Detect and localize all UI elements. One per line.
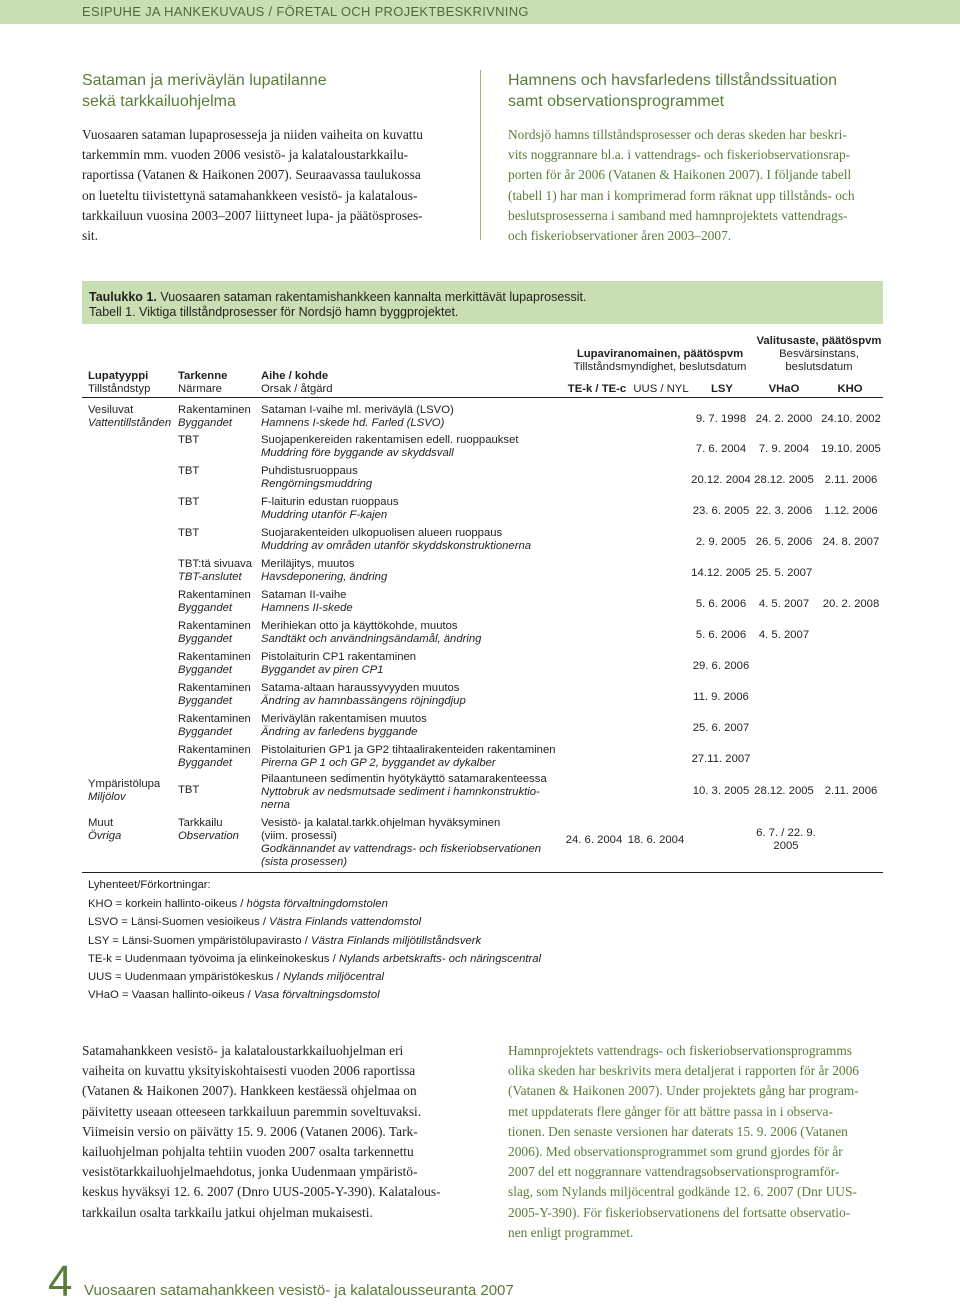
cell-subject-sv: Muddring utanför F-kajen [261,509,388,521]
right-heading [508,70,837,112]
cell-lsy: 2. 9. 2005 [695,536,747,548]
abbrev-fi: TE-k = Uudenmaan työvoima ja elinkeinokeskus / [88,953,339,965]
cell-target-sv: Byggandet [178,602,233,614]
cell-kho: 20. 2. 2008 [822,598,880,610]
cell-subject-sv: Byggandet av piren CP1 [261,664,384,676]
cell-lsy: 23. 6. 2005 [692,505,750,517]
body-line: vesistötarkkailuohjelmaehdotus, jonka Uudenmaan ympäristö- [82,1164,418,1180]
cell-subject-fi: Pistolaiturien GP1 ja GP2 tihtaalirakenteiden rakentaminen [261,744,556,756]
cell-vhao: 28.12. 2005 [754,785,814,797]
cell-target-fi: Rakentaminen [178,589,251,601]
col-header-appeal: Valitusaste, päätöspvm [756,335,882,347]
cell-lsy: 14.12. 2005 [691,567,751,579]
cell-subject-sv: Rengörningsmuddring [261,478,373,490]
cell-target-fi: TBT [178,434,200,446]
body-line: Vuosaaren sataman lupaprosesseja ja niiden vaiheita on kuvattu [82,127,423,142]
bottom-right-body [508,1041,883,1243]
cell-lsy: 29. 6. 2006 [692,660,750,672]
cell-target-sv: Byggandet [178,726,233,738]
body-line: sit. [82,228,98,244]
page-header [0,0,960,24]
cell-target-fi: Tarkkailu [178,817,223,829]
col-header-tek: TE-k / TE-c [567,383,627,395]
cell-vhao: 4. 5. 2007 [758,598,810,610]
abbrev-sv: Västra Finlands miljötillståndsverk [311,935,482,947]
body-line: on lueteltu tiivistettynä satamahankkeen vesistö- ja kalatalous- [82,187,418,203]
column-divider [480,70,481,240]
cell-target-sv: Byggandet [178,757,233,769]
cell-vhao: 28.12. 2005 [754,474,814,486]
abbrev-sv: högsta förvaltningdomstolen [246,898,388,910]
body-line: 2005-Y-390). För fiskeriobservationens del fortsatte observatio- [508,1204,851,1220]
left-heading-line: sekä tarkkailuohjelma [82,93,236,110]
body-line: (tabell 1) har man i komprimerad form räknat upp tillstånds- och [508,187,855,203]
cell-lsy: 10. 3. 2005 [692,785,750,797]
abbrev-fi: LSY = Länsi-Suomen ympäristölupavirasto / [88,935,312,947]
abbrev-item [88,989,380,1002]
cell-tek: 24. 6. 2004 [565,834,623,846]
cell-target-fi: Rakentaminen [178,404,251,416]
abbrev-title: Lyhenteet/Förkortningar: [88,879,211,891]
cell-subject-sv: Hamnens II-skede [261,602,353,614]
cell-lsy: 27.11. 2007 [691,753,751,765]
cell-lsy: 9. 7. 1998 [695,413,747,425]
abbrev-item [88,916,421,929]
cell-subject-fi: Merihiekan otto ja käyttökohde, muutos [261,620,458,632]
body-line: tionen. Den senaste versionen har daterats 15. 9. 2006 (Vatanen [508,1123,848,1139]
cell-vhao: 4. 5. 2007 [758,629,810,641]
cell-kho: 1.12. 2006 [824,505,878,517]
cell-type-fi: Muut [88,817,114,829]
right-heading-line: Hamnens och havsfarledens tillståndssituation [508,72,838,89]
cell-subject-fi: Satama-altaan haraussyvyyden muutos [261,682,460,694]
table-header-rule [82,397,883,398]
cell-type-fi: Vesiluvat [88,404,134,416]
cell-type-fi: Ympäristölupa [88,778,161,790]
cell-vhao: 6. 7. / 22. 9. [756,827,816,839]
body-line: (Vatanen & Haikonen 2007). Under projektets gång har program- [508,1083,859,1099]
cell-target-sv: Byggandet [178,417,233,429]
col-header-permit: Lupaviranomainen, päätöspvm [576,348,744,360]
cell-lsy: 11. 9. 2006 [693,691,749,703]
body-line: päivitetty useaan otteeseen tarkkailuun paremmin soveltuvaksi. [82,1103,422,1119]
cell-subject-fi: Sataman II-vaihe [261,589,347,601]
abbrev-item [88,898,388,911]
caption-fi-text: Vuosaaren sataman rakentamishankkeen kannalta merkittävät lupaprosessit. [160,290,587,304]
col-header-subject: Aihe / kohde [261,370,329,382]
table-bottom-rule [82,872,883,873]
abbrev-item [88,953,541,966]
bottom-left-body [82,1041,457,1223]
abbrev-fi: KHO = korkein hallinto-oikeus / [88,898,247,910]
body-line: keskus hyväksyi 12. 6. 2007 (Dnro UUS-2005-Y-390). Kalatalous- [82,1184,441,1200]
cell-subject-fi: Suojapenkereiden rakentamisen edell. ruoppaukset [261,434,519,446]
cell-kho: 24.10. 2002 [821,413,881,425]
cell-subject-fi2: (viim. prosessi) [261,830,337,842]
body-line: tarkemmin mm. vuoden 2006 vesistö- ja kalataloustarkkailu- [82,147,409,163]
body-line: vits noggrannare bl.a. i vattendrags- och fiskeriobservationsrap- [508,147,851,163]
col-header-permit-sv: Tillståndsmyndighet, beslutsdatum [573,361,747,373]
col-header-lsy: LSY [711,383,733,395]
cell-subject-sv: Sandtäkt och användningsändamål, ändring [261,633,482,645]
body-line: nen enligt programmet. [508,1224,634,1240]
cell-subject-fi: Pilaantuneen sedimentin hyötykäyttö satamarakenteessa [261,773,547,785]
footer-title: Vuosaaren satamahankkeen vesistö- ja kalatalousseuranta 2007 [84,1282,514,1299]
header-title: ESIPUHE JA HANKEKUVAUS / FÖRETAL OCH PROJEKTBESKRIVNING [82,4,529,19]
cell-subject-fi: Meriväylän rakentamisen muutos [261,713,427,725]
cell-target-fi: TBT [178,465,200,477]
col-header-vhao: VHaO [768,383,800,395]
cell-subject-sv: Nyttobruk av nedsmutsade sediment i hamnkonstruktio- [261,786,540,798]
cell-lsy: 25. 6. 2007 [692,722,750,734]
body-line: 2007 del ett noggrannare vattendragsobservationsprogramför- [508,1164,840,1180]
body-line: (Vatanen & Haikonen 2007). Hankkeen kestäessä ohjelmaa on [82,1083,417,1099]
body-line: porten för år 2006 (Vatanen & Haikonen 2007). I följande tabell [508,167,852,183]
cell-lsy: 20.12. 2004 [691,474,751,486]
abbrev-fi: VHaO = Vaasan hallinto-oikeus / [88,989,254,1001]
cell-type-sv: Miljölov [88,791,126,803]
caption-fi [89,290,587,304]
right-body [508,125,884,246]
body-line: Viimeisin versio on päivätty 15. 9. 2006 (Vatanen 2006). Tark- [82,1123,418,1139]
col-header-appeal-sv: Besvärsinstans, [779,348,859,360]
cell-kho: 24. 8. 2007 [822,536,880,548]
caption-sv: Tabell 1. Viktiga tillståndprosesser för Nordsjö hamn byggprojektet. [89,305,459,319]
body-line: olika skeden har beskrivits mera detaljerat i rapporten för år 2006 [508,1063,860,1079]
col-header-type: Lupatyyppi [88,370,149,382]
cell-subject-fi: Meriläjitys, muutos [261,558,355,570]
abbrev-sv: Västra Finlands vattendomstol [269,916,422,928]
body-line: vaiheita on kuvattu yksityiskohtaisesti vuoden 2006 raportissa [82,1063,416,1079]
cell-kho: 2.11. 2006 [824,785,878,797]
cell-lsy: 7. 6. 2004 [695,443,747,455]
abbrev-sv: Nylands arbetskrafts- och näringscentral [338,953,542,965]
cell-subject-fi: Puhdistusruoppaus [261,465,358,477]
cell-target-fi: TBT [178,527,200,539]
cell-kho: 19.10. 2005 [821,443,881,455]
cell-subject-fi: F-laiturin edustan ruoppaus [261,496,399,508]
cell-target-fi: TBT:tä sivuava [178,558,253,570]
cell-subject-sv: Ändring av hamnbassängens röjningdjup [261,695,466,707]
cell-subject-fi: Sataman I-vaihe ml. meriväylä (LSVO) [261,404,454,416]
cell-target-fi: Rakentaminen [178,620,251,632]
cell-vhao2: 2005 [773,840,799,852]
cell-target-fi: TBT [178,496,200,508]
body-line: kailuohjelman pohjalta tehtiin vuoden 2007 osalta tarkennettu [82,1144,414,1160]
body-line: tarkkailuun vuosina 2003–2007 liittyneet lupa- ja päätösproses- [82,207,423,223]
cell-uus: 18. 6. 2004 [627,834,685,846]
col-header-target: Tarkenne [178,370,228,382]
col-header-kho: KHO [837,383,863,395]
body-line: met uppdaterats flere gånger för att bättre passa in i observa- [508,1103,833,1119]
left-heading [82,70,327,112]
caption-label: Taulukko 1. [89,290,157,304]
cell-target-fi: Rakentaminen [178,682,251,694]
left-body [82,125,460,246]
cell-vhao: 7. 9. 2004 [758,443,810,455]
cell-target-fi: Rakentaminen [178,651,251,663]
col-header-type-sv: Tillståndstyp [88,383,151,395]
right-heading-line: samt observationsprogrammet [508,93,725,110]
cell-vhao: 25. 5. 2007 [755,567,813,579]
body-line: beslutsprosesserna i samband med hamnprojektets vattendrags- [508,207,848,223]
cell-target-fi: Rakentaminen [178,744,251,756]
cell-target-sv: Byggandet [178,695,233,707]
body-line: tarkkailun osalta tarkkailu jatkui ohjelman mukaisesti. [82,1204,373,1220]
cell-subject-sv: Muddring före byggande av skyddsvall [261,447,454,459]
cell-subject-fi: Vesistö- ja kalatal.tarkk.ohjelman hyväksyminen [261,817,501,829]
abbrev-fi: UUS = Uudenmaan ympäristökeskus / [88,971,283,983]
cell-kho: 2.11. 2006 [824,474,878,486]
abbrev-sv: Vasa förvaltningsdomstol [253,989,380,1001]
cell-vhao: 22. 3. 2006 [755,505,813,517]
cell-type-sv: Övriga [88,830,122,842]
abbrev-fi: LSVO = Länsi-Suomen vesioikeus / [88,916,270,928]
body-line: raportissa (Vatanen & Haikonen 2007). Seuraavassa taulukossa [82,167,421,183]
cell-subject-fi: Pistolaiturin CP1 rakentaminen [261,651,417,663]
cell-subject-sv: Godkännandet av vattendrags- och fiskeriobservationen [261,843,542,855]
abbrev-item [88,971,384,984]
cell-target-sv: Byggandet [178,664,233,676]
col-header-subject-sv: Orsak / åtgärd [261,383,333,395]
page-number: 4 [48,1257,73,1306]
cell-target-fi: TBT [178,784,200,796]
abbrev-item [88,935,481,948]
cell-target-fi: Rakentaminen [178,713,251,725]
cell-subject-sv: Pirerna GP 1 och GP 2, byggandet av dykalber [261,757,496,769]
cell-vhao: 26. 5. 2006 [755,536,813,548]
col-header-appeal-sv2: beslutsdatum [785,361,853,373]
left-heading-line: Sataman ja meriväylän lupatilanne [82,72,327,89]
abbrev-sv: Nylands miljöcentral [282,971,385,983]
body-line: och fiskeriobservationer åren 2003–2007. [508,228,732,244]
cell-vhao: 24. 2. 2000 [755,413,813,425]
cell-type-sv: Vattentillstånden [88,417,172,429]
body-line: slag, som Nylands miljöcentral godkände 12. 6. 2007 (Dnr UUS- [508,1184,857,1200]
cell-target-sv: TBT-anslutet [178,571,242,583]
cell-lsy: 5. 6. 2006 [695,598,747,610]
cell-target-sv: Observation [178,830,239,842]
cell-subject-sv: Hamnens I-skede hd. Farled (LSVO) [261,417,445,429]
cell-subject-sv: Havsdeponering, ändring [261,571,388,583]
body-line: 2006). Med observationsprogrammet som grund gjordes för år [508,1144,843,1160]
col-header-uus: UUS / NYL [633,383,689,395]
body-line: Nordsjö hamns tillståndsprosesser och deras skeden har beskri- [508,127,847,142]
col-header-target-sv: Närmare [178,383,222,395]
table-caption [82,281,883,324]
cell-subject-sv2: nerna [261,799,290,811]
cell-subject-sv2: (sista prosessen) [261,856,348,868]
cell-subject-sv: Ändring av farledens byggande [261,726,418,738]
cell-subject-fi: Suojarakenteiden ulkopuolisen alueen ruoppaus [261,527,503,539]
cell-lsy: 5. 6. 2006 [695,629,747,641]
cell-target-sv: Byggandet [178,633,233,645]
body-line: Satamahankkeen vesistö- ja kalataloustarkkailuohjelman eri [82,1043,404,1058]
cell-subject-sv: Muddring av områden utanför skyddskonstruktionerna [261,540,532,552]
body-line: Hamnprojektets vattendrags- och fiskeriobservationsprogramms [508,1043,852,1058]
